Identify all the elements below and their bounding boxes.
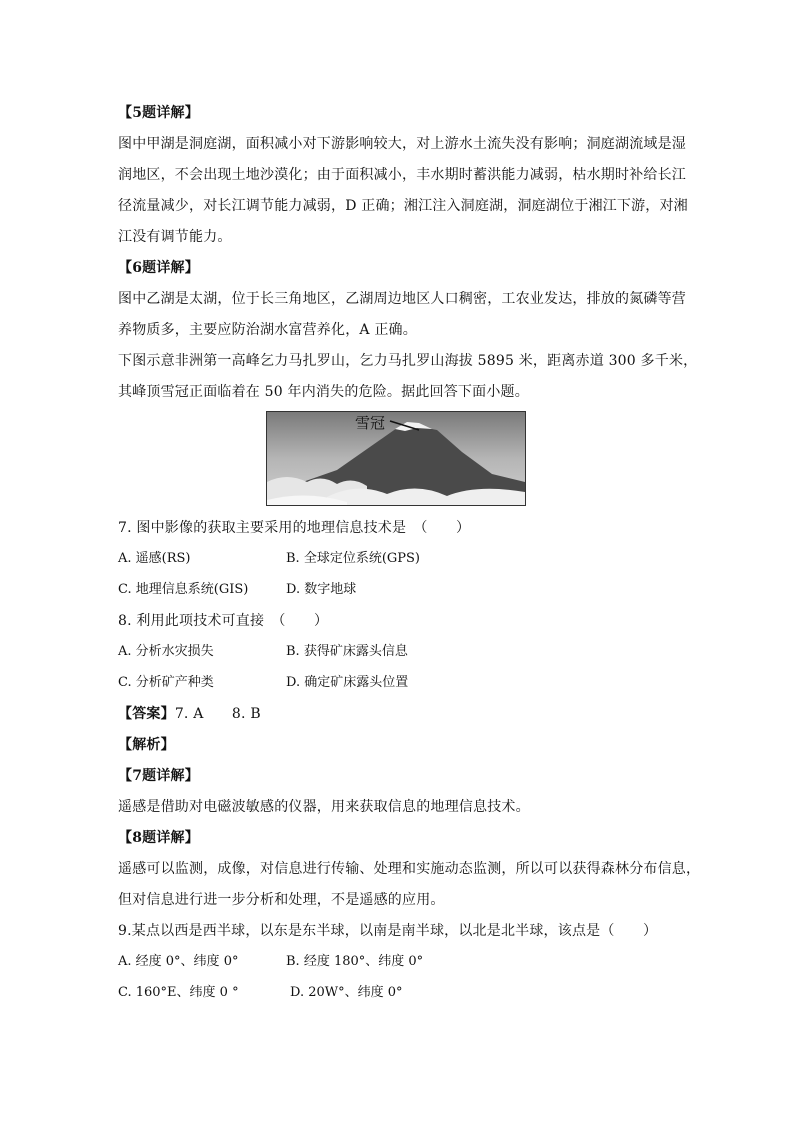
intro-line-2: 其峰顶雪冠正面临着在 50 年内消失的危险。据此回答下面小题。 [118,384,529,400]
section-5-line-2: 润地区，不会出现土地沙漠化；由于面积减小，丰水期时蓄洪能力减弱，枯水期时补给长江 [118,167,686,183]
answer-text: 7. A 8. B [174,706,261,722]
question-7-stem: 7. 图中影像的获取主要采用的地理信息技术是 （ ） [118,520,471,536]
section-8-line-2: 但对信息进行进一步分析和处理，不是遥感的应用。 [118,892,445,908]
question-9-option-c[interactable]: C. 160°E、纬度 0 ° [118,985,239,1000]
section-6-line-2: 养物质多，主要应防治湖水富营养化，A 正确。 [118,322,417,338]
section-8-line-1: 遥感可以监测，成像，对信息进行传输、处理和实施动态监测，所以可以获得森林分布信息， [118,861,701,877]
section-5-line-4: 江没有调节能力。 [118,229,232,245]
question-7-option-a[interactable]: A. 遥感(RS) [118,551,191,566]
question-8-option-b[interactable]: B. 获得矿床露头信息 [286,644,408,659]
question-7-option-c[interactable]: C. 地理信息系统(GIS) [118,582,249,597]
question-8-option-c[interactable]: C. 分析矿产种类 [118,675,214,690]
question-8-option-a[interactable]: A. 分析水灾损失 [118,644,214,659]
question-7-option-b[interactable]: B. 全球定位系统(GPS) [286,551,420,566]
answer-label: 【答案】 [118,706,175,722]
section-6-line-1: 图中乙湖是太湖，位于长三角地区，乙湖周边地区人口稠密，工农业发达，排放的氮磷等营 [118,291,686,307]
mountain-illustration [267,412,525,505]
question-8-stem: 8. 利用此项技术可直接 （ ） [118,613,329,629]
analysis-label: 【解析】 [118,737,175,753]
section-6-heading: 【6题详解】 [118,260,199,276]
answer-line [118,704,261,724]
section-8-heading: 【8题详解】 [118,830,199,846]
question-9-option-b[interactable]: B. 经度 180°、纬度 0° [286,954,424,969]
question-9-option-d[interactable]: D. 20W°、纬度 0° [290,985,403,1000]
section-7-heading: 【7题详解】 [118,768,199,784]
question-7-option-d[interactable]: D. 数字地球 [286,582,357,597]
question-9-option-a[interactable]: A. 经度 0°、纬度 0° [118,954,239,969]
question-8-option-d[interactable]: D. 确定矿床露头位置 [286,675,409,690]
section-7-line-1: 遥感是借助对电磁波敏感的仪器，用来获取信息的地理信息技术。 [118,799,530,815]
section-5-line-3: 径流量减少，对长江调节能力减弱，D 正确；湘江注入洞庭湖，洞庭湖位于湘江下游，对湘 [118,198,688,214]
section-5-line-1: 图中甲湖是洞庭湖，面积减小对下游影响较大，对上游水土流失没有影响；洞庭湖流域是湿 [118,136,686,152]
intro-line-1: 下图示意非洲第一高峰乞力马扎罗山，乞力马扎罗山海拔 5895 米，距离赤道 300 多千米， [118,353,698,369]
section-5-heading: 【5题详解】 [118,105,199,121]
snowcap-label: 雪冠 [355,414,386,432]
question-9-stem: 9.某点以西是西半球，以东是东半球，以南是南半球，以北是北半球，该点是（ ） [118,923,658,939]
kilimanjaro-image [266,411,526,506]
